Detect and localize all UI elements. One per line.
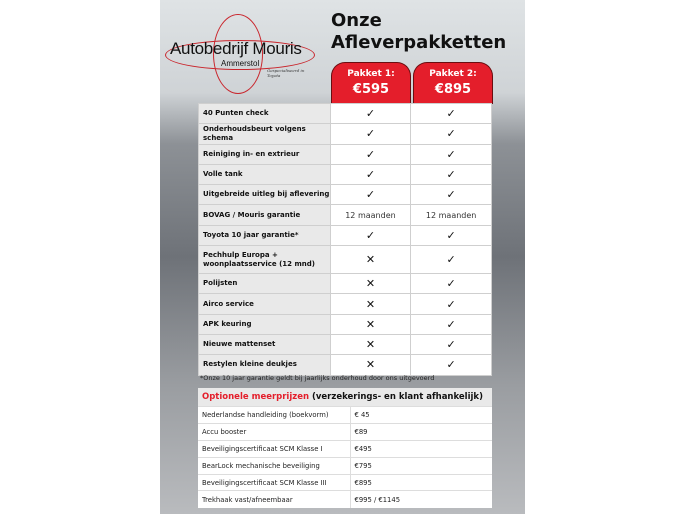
- check-icon: ✓: [446, 297, 456, 311]
- optional-extras-table: [198, 388, 492, 508]
- value-text: 12 maanden: [345, 210, 396, 220]
- table-row: [198, 474, 492, 491]
- cross-icon: ✕: [365, 253, 376, 267]
- feature-label: Onderhoudsbeurt volgens schema: [199, 124, 331, 144]
- extra-price: €795: [350, 457, 492, 474]
- check-icon: ✓: [365, 147, 376, 161]
- check-icon: ✓: [365, 188, 376, 202]
- check-icon: ✓: [446, 317, 456, 331]
- extra-name: Beveiligingscertificaat SCM Klasse III: [198, 474, 350, 491]
- feature-label: Nieuwe mattenset: [199, 334, 331, 354]
- feature-label: Volle tank: [199, 164, 331, 184]
- table-row: [199, 274, 492, 294]
- table-row: [199, 185, 492, 205]
- check-icon: ✓: [446, 147, 456, 161]
- feature-label: 40 Punten check: [199, 104, 331, 124]
- table-row: [199, 246, 492, 274]
- table-row: [198, 423, 492, 440]
- cross-icon: ✕: [365, 297, 376, 311]
- feature-label: Toyota 10 jaar garantie*: [199, 225, 331, 245]
- poster: [160, 0, 525, 514]
- feature-label: Airco service: [199, 294, 331, 314]
- check-icon: ✓: [365, 127, 376, 141]
- feature-label: APK keuring: [199, 314, 331, 334]
- table-row: [198, 440, 492, 457]
- check-icon: ✓: [446, 127, 456, 141]
- check-icon: ✓: [446, 188, 456, 202]
- logo: Autobedrijf Mouris Ammerstol Gespecialiseerd in Toyota: [165, 14, 315, 94]
- check-icon: ✓: [446, 338, 456, 352]
- feature-label: Polijsten: [199, 274, 331, 294]
- table-row: [198, 491, 492, 508]
- table-row: [199, 205, 492, 225]
- table-row: [199, 355, 492, 375]
- check-icon: ✓: [446, 277, 456, 291]
- table-row: [198, 457, 492, 474]
- extra-price: € 45: [350, 407, 492, 424]
- check-icon: ✓: [446, 358, 456, 372]
- extra-name: Trekhaak vast/afneembaar: [198, 491, 350, 508]
- package-comparison-table: [198, 103, 492, 376]
- feature-label: Restylen kleine deukjes: [199, 355, 331, 375]
- extra-name: Beveiligingscertificaat SCM Klasse I: [198, 440, 350, 457]
- table-row: [199, 104, 492, 124]
- check-icon: ✓: [365, 107, 376, 121]
- cross-icon: ✕: [365, 277, 376, 291]
- footnote: *Onze 10 jaar garantie geldt bij jaarlijks onderhoud door ons uitgevoerd: [200, 374, 435, 382]
- feature-label: Pechhulp Europa + woonplaatsservice (12 mnd): [199, 246, 331, 274]
- package-1-header: Pakket 1: €595: [331, 62, 411, 104]
- check-icon: ✓: [365, 228, 376, 242]
- check-icon: ✓: [446, 228, 456, 242]
- table-row: [199, 334, 492, 354]
- table-row: [199, 144, 492, 164]
- check-icon: ✓: [446, 107, 456, 121]
- table-row: [199, 164, 492, 184]
- extra-name: Nederlandse handleiding (boekvorm): [198, 407, 350, 424]
- feature-label: BOVAG / Mouris garantie: [199, 205, 331, 225]
- table-row: [199, 294, 492, 314]
- cross-icon: ✕: [365, 358, 376, 372]
- feature-label: Reiniging in- en extrieur: [199, 144, 331, 164]
- extra-price: €895: [350, 474, 492, 491]
- cross-icon: ✕: [365, 338, 376, 352]
- extra-name: Accu booster: [198, 423, 350, 440]
- value-text: 12 maanden: [425, 210, 477, 220]
- table-row: [198, 407, 492, 424]
- cross-icon: ✕: [365, 317, 376, 331]
- optional-header: Optionele meerprijzen (verzekerings- en klant afhankelijk): [198, 388, 492, 407]
- package-2-header: Pakket 2: €895: [413, 62, 493, 104]
- feature-label: Uitgebreide uitleg bij aflevering: [199, 185, 331, 205]
- extra-price: €495: [350, 440, 492, 457]
- page-title: Onze Afleverpakketten: [331, 10, 507, 53]
- table-row: [199, 314, 492, 334]
- extra-price: €89: [350, 423, 492, 440]
- table-row: [199, 124, 492, 144]
- extra-name: BearLock mechanische beveiliging: [198, 457, 350, 474]
- check-icon: ✓: [446, 253, 456, 267]
- table-row: [199, 225, 492, 245]
- extra-price: €995 / €1145: [350, 491, 492, 508]
- check-icon: ✓: [446, 168, 456, 182]
- check-icon: ✓: [365, 168, 376, 182]
